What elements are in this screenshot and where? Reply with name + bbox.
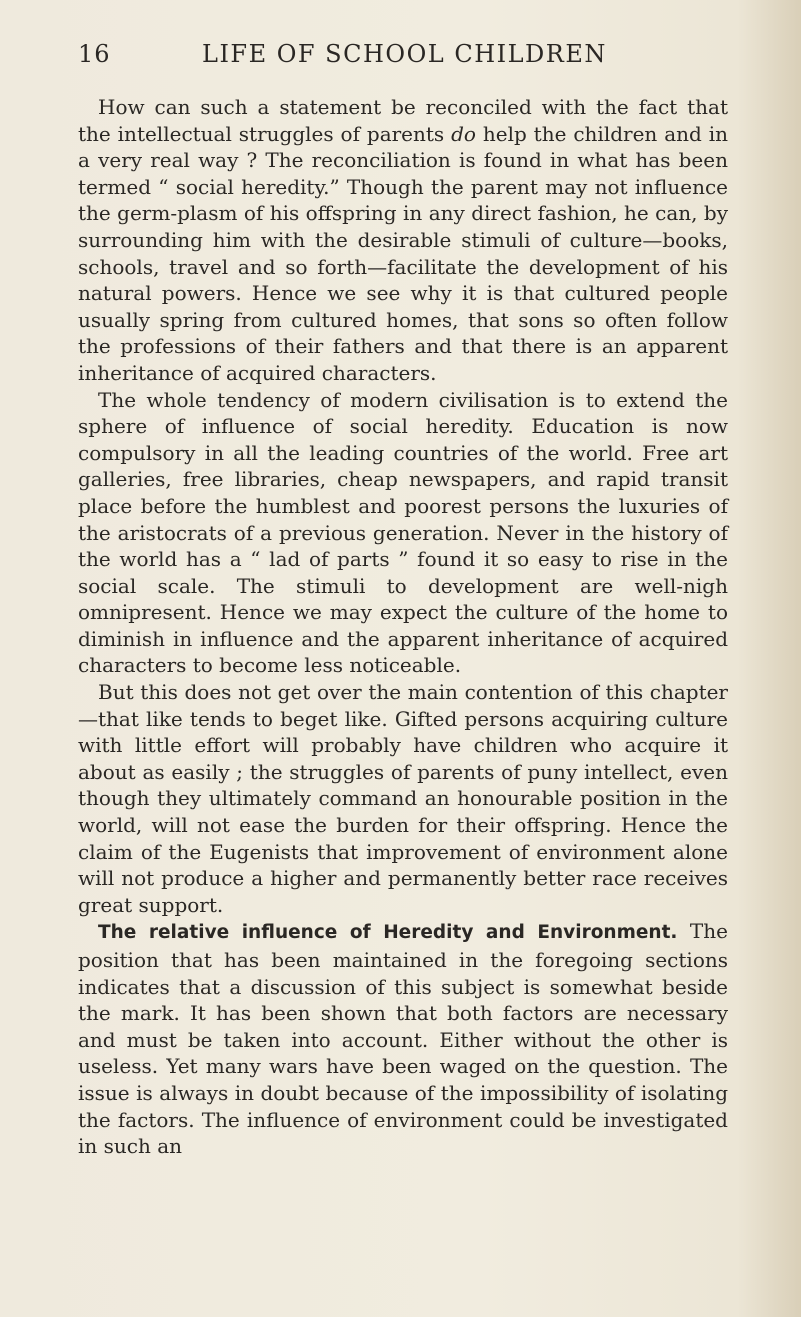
paragraph-1 <box>78 94 728 387</box>
paragraph-1-part-1: How can such a statement be reconciled with the fact that the intellectual struggles of parents <box>78 95 728 146</box>
emphasis-do: do <box>451 121 476 146</box>
paragraph-3: But this does not get over the main contention of this chapter—that like tends to beget like. Gifted persons acquiring culture with little effort will probably have children who acquire it about as easily ; the struggles of parents of puny intellect, even though they ultimately command an honourable position in the world, will not ease the burden for their offspring. Hence the claim of the Eugenists that improvement of environment alone will not produce a higher and permanently better race receives great support. <box>78 680 728 917</box>
paragraph-4 <box>78 918 728 1159</box>
page-header <box>78 40 728 74</box>
paragraph-1-part-2: help the children and in a very real way ? The reconciliation is found in what has been termed “ social heredity.” Though the parent may not influence the germ-plasm of his offspring in any direct fashion, he can, by surrounding him with the desirable stimuli of culture—books, schools, travel and so forth—facilitate the development of his natural powers. Hence we see why it is that cultured people usually spring from cultured homes, that sons so often follow the professions of their fathers and that there is an apparent inheritance of acquired characters. <box>78 121 729 385</box>
running-head: LIFE OF SCHOOL CHILDREN <box>202 40 607 68</box>
page-number: 16 <box>78 40 111 68</box>
paragraph-2: The whole tendency of modern civilisation is to extend the sphere of influence of social heredity. Education is now compulsory in all the leading countries of the world. Free art galleries, free libraries, cheap newspapers, and rapid transit place before the humblest and poorest persons the luxuries of the aristocrats of a previous generation. Never in the history of the world has a “ lad of parts ” found it so easy to rise in the social scale. The stimuli to development are well-nigh omnipresent. Hence we may expect the culture of the home to diminish in influence and the apparent inheritance of acquired characters to become less noticeable. <box>78 387 728 678</box>
paragraph-4-text: The position that has been maintained in the foregoing sections indicates that a discussion of this subject is somewhat beside the mark. It has been shown that both factors are necessary and must be taken into account. Either without the other is useless. Yet many wars have been waged on the question. The issue is always in doubt because of the impossibility of isolating the factors. The influence of environment could be investigated in such an <box>78 919 728 1159</box>
section-heading: The relative influence of Heredity and Environment. <box>98 922 678 944</box>
body-text <box>78 94 728 1160</box>
